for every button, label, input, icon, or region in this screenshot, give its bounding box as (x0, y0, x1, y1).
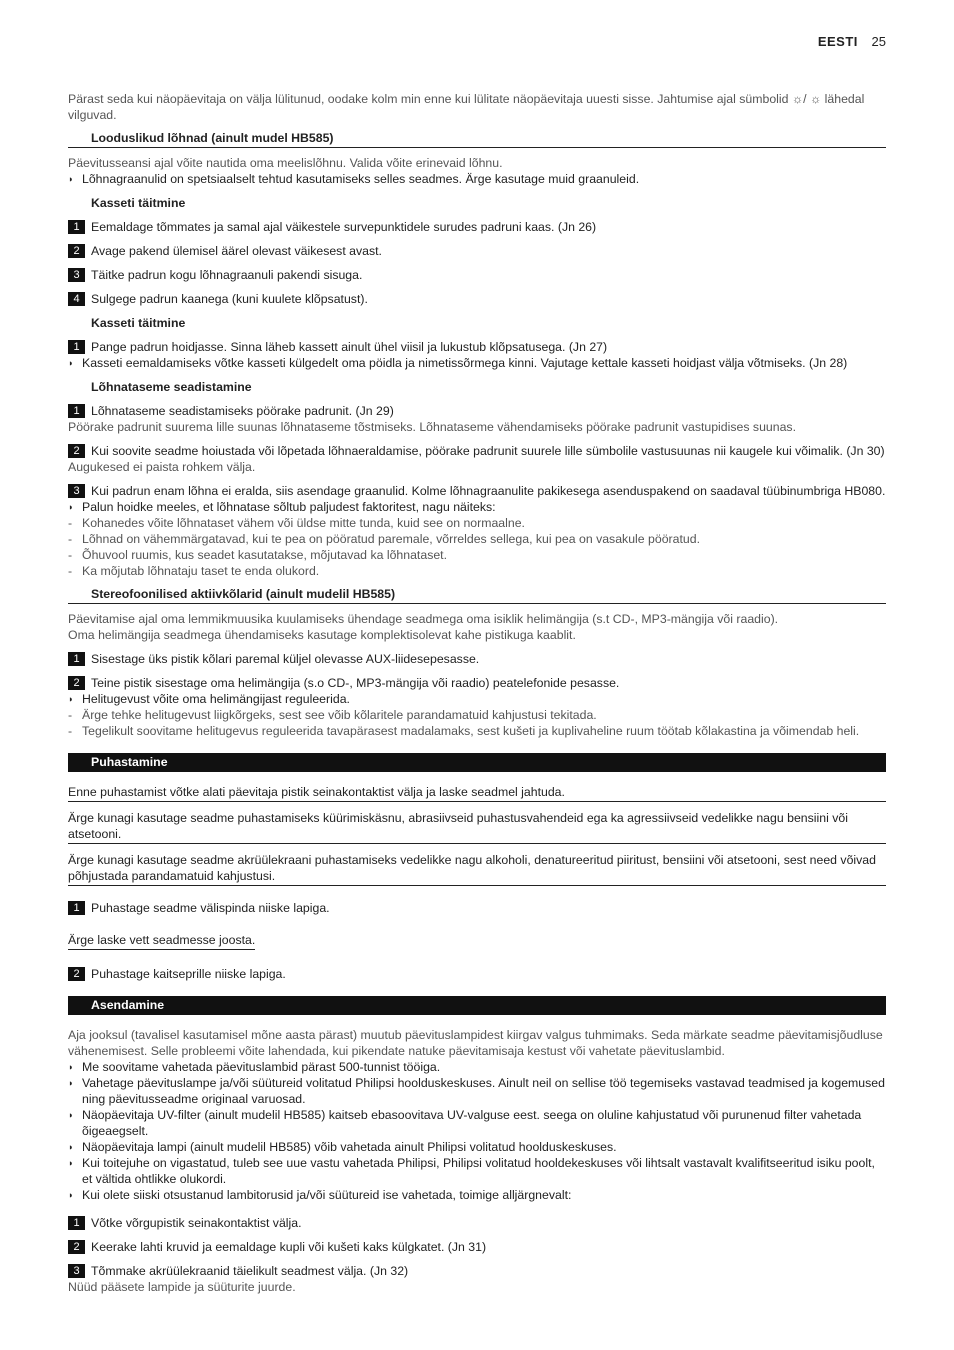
step-item: 2 Keerake lahti kruvid ja eemaldage kupli või kušeti kaks külgkatet. (Jn 31) (68, 1239, 886, 1255)
subheading: Kasseti täitmine (91, 196, 186, 210)
warning-text: Enne puhastamist võtke alati päevitaja pistik seinakontaktist välja ja laske seadmel jahtuda. (68, 784, 886, 802)
bullet-icon: ◗ (68, 1078, 74, 1088)
bullet-icon: ◗ (68, 1142, 74, 1152)
bullet-item: ◗ Näopäevitaja lampi (ainult mudelil HB585) võib vahetada ainult Philipsi volitatud hoolduskeskuses. (68, 1140, 617, 1154)
step-item: 1 Sisestage üks pistik kõlari paremal küljel olevasse AUX-liidesepesasse. (68, 651, 886, 667)
bullet-item: ◗ Kui olete siiski otsustanud lambitorusid ja/või süütureid ise vahetada, toimige alljärgnevalt: (68, 1188, 572, 1202)
section-title-fragrances: Looduslikud lõhnad (ainult mudel HB585) (68, 130, 886, 148)
paragraph: Päevitamise ajal oma lemmikmuusika kuulamiseks ühendage seadmega oma isiklik helimängija (s.t CD-, MP3-mängija või raadio). (68, 612, 779, 626)
intro-text: Pärast seda kui näopäevitaja on välja lülitunud, oodake kolm min enne kui lülitate näopäevitaja uuesti sisse. Jahtumise ajal sümbolid ☼/ ☼ lähedal vilguvad. (68, 92, 865, 122)
step-item: 1 Eemaldage tõmmates ja samal ajal väikestele survepunktidele surudes padruni kaas. (Jn 26) (68, 219, 886, 235)
document-body (68, 91, 886, 1295)
step-item: 2 Puhastage kaitseprille niiske lapiga. (68, 966, 886, 982)
warning-text: Ärge kunagi kasutage seadme puhastamiseks küürimiskäsnu, abrasiivseid puhastusvahendeid ega ka agressiivseid vedelikke nagu bensiini või atsetooni. (68, 810, 886, 844)
section-title-replacement: Asendamine (68, 996, 886, 1015)
bullet-item: ◗ Lõhnagraanulid on spetsiaalselt tehtud kasutamiseks selles seadmes. Ärge kasutage muid graanuleid. (68, 172, 640, 186)
warning-text: Ärge kunagi kasutage seadme akrüülekraani puhastamiseks vedelikke nagu alkoholi, denatureeritud piiritust, bensiini või atsetooni, sest need võivad põhjustada parandamatuid kahjustusi. (68, 852, 886, 886)
step-item: 3 Kui padrun enam lõhna ei eralda, siis asendage graanulid. Kolme lõhnagraanulite pakikesega asenduspakend on saadaval tüübinumbriga HB080. (68, 483, 886, 499)
step-note: Pöörake padrunit suurema lille suunas lõhnataseme tõstmiseks. Lõhnataseme vähendamiseks pöörake padrunit vastupidises suunas. (68, 420, 796, 434)
bullet-icon: ◗ (68, 1190, 74, 1200)
section-title-cleaning: Puhastamine (68, 753, 886, 772)
dash-item: - Ka mõjutab lõhnataju taset te enda olukord. (68, 564, 320, 578)
step-note: Augukesed ei paista rohkem välja. (68, 460, 256, 474)
bullet-item: ◗ Kasseti eemaldamiseks võtke kasseti külgedelt oma pöidla ja nimetissõrmega kinni. Vajutage kettale kasseti hoidjast välja võtmiseks. (Jn 28) (68, 356, 848, 370)
step-item: 3 Täitke padrun kogu lõhnagraanuli pakendi sisuga. (68, 267, 886, 283)
step-item: 3 Tõmmake akrüülekraanid täielikult seadmest välja. (Jn 32) (68, 1263, 886, 1279)
bullet-icon: ◗ (68, 358, 74, 368)
subheading: Lõhnataseme seadistamine (91, 380, 252, 394)
bullet-icon: ◗ (68, 174, 74, 184)
bullet-icon: ◗ (68, 694, 74, 704)
step-item: 1 Pange padrun hoidjasse. Sinna läheb kassett ainult ühel viisil ja lukustub klõpsatusega. (Jn 27) (68, 339, 886, 355)
step-item: 1 Lõhnataseme seadistamiseks pöörake padrunit. (Jn 29) (68, 403, 886, 419)
bullet-item: ◗ Palun hoidke meeles, et lõhnatase sõltub paljudest faktoritest, nagu näiteks: (68, 500, 496, 514)
bullet-item: ◗ Vahetage päevituslampe ja/või süütureid volitatud Philipsi hoolduskeskuses. Ainult neil on sellise töö tegemiseks vastavad teadmised ja kogemused ning päevitusseadme originaal varuosad. (68, 1076, 885, 1106)
step-item: 4 Sulgege padrun kaanega (kuni kuulete klõpsatust). (68, 291, 886, 307)
paragraph: Oma helimängija seadmega ühendamiseks kasutage komplektisolevat kahe pistikuga kaablit. (68, 628, 576, 642)
step-note: Nüüd pääsete lampide ja süüturite juurde. (68, 1280, 296, 1294)
dash-item: - Ärge tehke helitugevust liigkõrgeks, sest see võib kõlaritele parandamatuid kahjustusi tekitada. (68, 708, 597, 722)
bullet-item: ◗ Kui toitejuhe on vigastatud, tuleb see uue vastu vahetada Philipsi, Philipsi volitatud hooldekeskuses või lihtsalt vastavalt kvalifitseeritud isiku poolt, et vältida ohtlikke olukordi. (68, 1156, 875, 1186)
dash-item: - Lõhnad on vähemmärgatavad, kui te pea on pööratud paremale, võrreldes sellega, kui pea on vasakule pööratud. (68, 532, 700, 546)
step-item: 2 Teine pistik sisestage oma helimängija (s.o CD-, MP3-mängija või raadio) peatelefonide pesasse. (68, 675, 886, 691)
language-label: EESTI (817, 34, 858, 49)
subheading: Kasseti täitmine (91, 316, 186, 330)
dash-item: - Õhuvool ruumis, kus seadet kasutatakse, mõjutavad ka lõhnataset. (68, 548, 448, 562)
paragraph: Päevitusseansi ajal võite nautida oma meelislõhnu. Valida võite erinevaid lõhnu. (68, 156, 503, 170)
step-item: 2 Avage pakend ülemisel äärel olevast väikesest avast. (68, 243, 886, 259)
warning-text: Ärge laske vett seadmesse joosta. (68, 932, 255, 950)
step-item: 1 Puhastage seadme välispinda niiske lapiga. (68, 900, 886, 916)
bullet-item: ◗ Näopäevitaja UV-filter (ainult mudelil HB585) kaitseb ebasoovitava UV-valguse eest. seega on oluline kahjustatud või purunenud filter vahetada õigeaegselt. (68, 1108, 862, 1138)
bullet-icon: ◗ (68, 1158, 74, 1168)
page-number: 25 (871, 34, 886, 49)
section-title-speakers: Stereofoonilised aktiivkõlarid (ainult mudelil HB585) (68, 586, 886, 604)
bullet-icon: ◗ (68, 502, 74, 512)
step-item: 2 Kui soovite seadme hoiustada või lõpetada lõhnaeraldamise, pöörake padrunit suurele lille sümbolile vastusuunas nii kaugele kui võimalik. (Jn 30) (68, 443, 886, 459)
dash-item: - Kohanedes võite lõhnataset vähem või üldse mitte tunda, kuid see on normaalne. (68, 516, 525, 530)
bullet-item: ◗ Me soovitame vahetada päevituslambid pärast 500-tunnist tööiga. (68, 1060, 441, 1074)
page-header (818, 34, 886, 49)
step-item: 1 Võtke võrgupistik seinakontaktist välja. (68, 1215, 886, 1231)
bullet-icon: ◗ (68, 1110, 74, 1120)
dash-item: - Tegelikult soovitame helitugevus reguleerida tavapärasest madalamaks, sest kušeti ja kuplivaheline ruum töötab kõlakastina ja võimendab heli. (68, 724, 860, 738)
paragraph: Aja jooksul (tavalisel kasutamisel mõne aasta pärast) muutub päevituslampidest kiirgav valgus tuhmimaks. Seda märkate seadme päevitamisjõudluse vähenemisest. Selle probleemi võite lahendada, kui pikendate natuke päevitamisaja kestust või vahetate päevituslambid. (68, 1028, 883, 1058)
bullet-item: ◗ Helitugevust võite oma helimängijast reguleerida. (68, 692, 350, 706)
bullet-icon: ◗ (68, 1062, 74, 1072)
